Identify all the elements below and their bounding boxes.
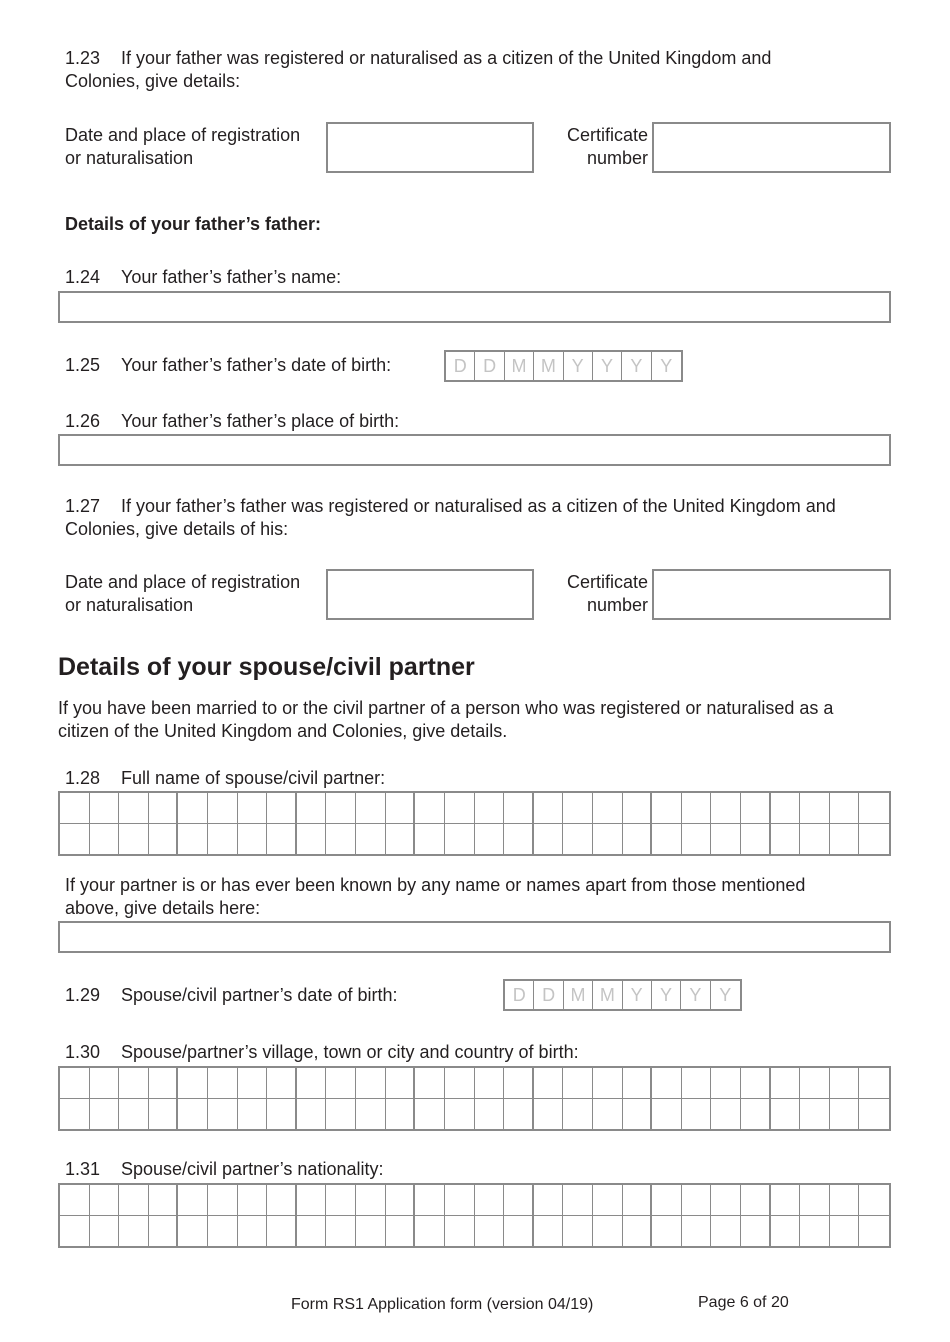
question-1-30: [65, 1041, 579, 1064]
date-cell-day[interactable]: D: [475, 352, 504, 380]
question-text: Spouse/civil partner’s date of birth:: [121, 985, 398, 1005]
fathers-father-dob-input[interactable]: [444, 350, 683, 382]
certificate-number-input-father[interactable]: [652, 122, 891, 173]
certificate-label-2: [540, 571, 648, 617]
date-cell-day[interactable]: D: [446, 352, 475, 380]
fathers-father-birthplace-input[interactable]: [58, 434, 891, 466]
label-line: number: [586, 595, 648, 615]
spouse-full-name-grid[interactable]: [58, 791, 891, 856]
fathers-father-name-input[interactable]: [58, 291, 891, 323]
question-text: If your father’s father was registered or naturalised as a citizen of the United Kingdom and: [121, 496, 836, 516]
spouse-dob-input[interactable]: [503, 979, 742, 1011]
question-text: Spouse/partner’s village, town or city and country of birth:: [121, 1042, 579, 1062]
question-1-27: [65, 495, 836, 541]
registration-date-place-input-father[interactable]: [326, 122, 534, 173]
question-text: If your father was registered or naturalised as a citizen of the United Kingdom and: [121, 48, 772, 68]
date-cell-day[interactable]: D: [505, 981, 534, 1009]
date-cell-month[interactable]: M: [564, 981, 593, 1009]
date-cell-month[interactable]: M: [505, 352, 534, 380]
label-line: Date and place of registration: [65, 572, 301, 592]
question-1-31: [65, 1158, 383, 1181]
certificate-number-input-fathers-father[interactable]: [652, 569, 891, 620]
prompt-line: above, give details here:: [65, 898, 261, 918]
question-number: 1.24: [65, 267, 101, 287]
registration-date-place-input-fathers-father[interactable]: [326, 569, 534, 620]
question-number: 1.29: [65, 985, 101, 1005]
date-place-label-2: [65, 571, 300, 617]
question-1-29: [65, 984, 398, 1007]
question-1-25: [65, 354, 391, 377]
question-1-24: [65, 266, 341, 289]
date-cell-year[interactable]: Y: [660, 356, 673, 376]
section-heading-spouse: Details of your spouse/civil partner: [58, 653, 475, 681]
date-cell-month[interactable]: M: [534, 352, 563, 380]
footer-form-name: Form RS1 Application form (version 04/19): [291, 1296, 594, 1313]
question-number: 1.31: [65, 1159, 101, 1179]
question-1-23: [65, 47, 771, 93]
label-line: number: [586, 148, 648, 168]
footer-page-number: Page 6 of 20: [698, 1294, 789, 1311]
question-text-cont: Colonies, give details of his:: [65, 519, 289, 539]
date-cell-month[interactable]: M: [593, 981, 622, 1009]
prompt-line: If your partner is or has ever been known by any name or names apart from those mentioned: [65, 875, 806, 895]
date-cell-year[interactable]: Y: [622, 352, 651, 380]
other-names-prompt: [65, 874, 805, 920]
intro-line: If you have been married to or the civil partner of a person who was registered or naturalised as a: [58, 698, 834, 718]
question-number: 1.30: [65, 1042, 101, 1062]
intro-line: citizen of the United Kingdom and Colonies, give details.: [58, 721, 508, 741]
date-cell-year[interactable]: Y: [564, 352, 593, 380]
question-text: Your father’s father’s place of birth:: [121, 411, 400, 431]
label-line: Date and place of registration: [65, 125, 301, 145]
question-text-cont: Colonies, give details:: [65, 71, 241, 91]
date-cell-year[interactable]: Y: [719, 985, 732, 1005]
label-line: or naturalisation: [65, 595, 194, 615]
label-line: Certificate: [566, 572, 648, 592]
date-cell-year[interactable]: Y: [623, 981, 652, 1009]
question-number: 1.28: [65, 768, 101, 788]
question-text: Spouse/civil partner’s nationality:: [121, 1159, 384, 1179]
date-cell-year[interactable]: Y: [593, 352, 622, 380]
spouse-nationality-grid[interactable]: [58, 1183, 891, 1248]
question-number: 1.27: [65, 496, 101, 516]
question-text: Full name of spouse/civil partner:: [121, 768, 386, 788]
question-text: Your father’s father’s name:: [121, 267, 342, 287]
question-number: 1.26: [65, 411, 101, 431]
date-place-label-1: [65, 124, 300, 170]
certificate-label-1: [540, 124, 648, 170]
question-text: Your father’s father’s date of birth:: [121, 355, 392, 375]
date-cell-year[interactable]: Y: [652, 981, 681, 1009]
date-cell-year[interactable]: Y: [681, 981, 710, 1009]
spouse-birthplace-grid[interactable]: [58, 1066, 891, 1131]
label-line: or naturalisation: [65, 148, 194, 168]
label-line: Certificate: [566, 125, 648, 145]
question-number: 1.23: [65, 48, 101, 68]
question-1-26: [65, 410, 399, 433]
question-1-28: [65, 767, 385, 790]
date-cell-day[interactable]: D: [534, 981, 563, 1009]
spouse-intro: [58, 697, 833, 743]
question-number: 1.25: [65, 355, 101, 375]
spouse-other-names-input[interactable]: [58, 921, 891, 953]
section-subheading: Details of your father’s father:: [65, 214, 322, 234]
